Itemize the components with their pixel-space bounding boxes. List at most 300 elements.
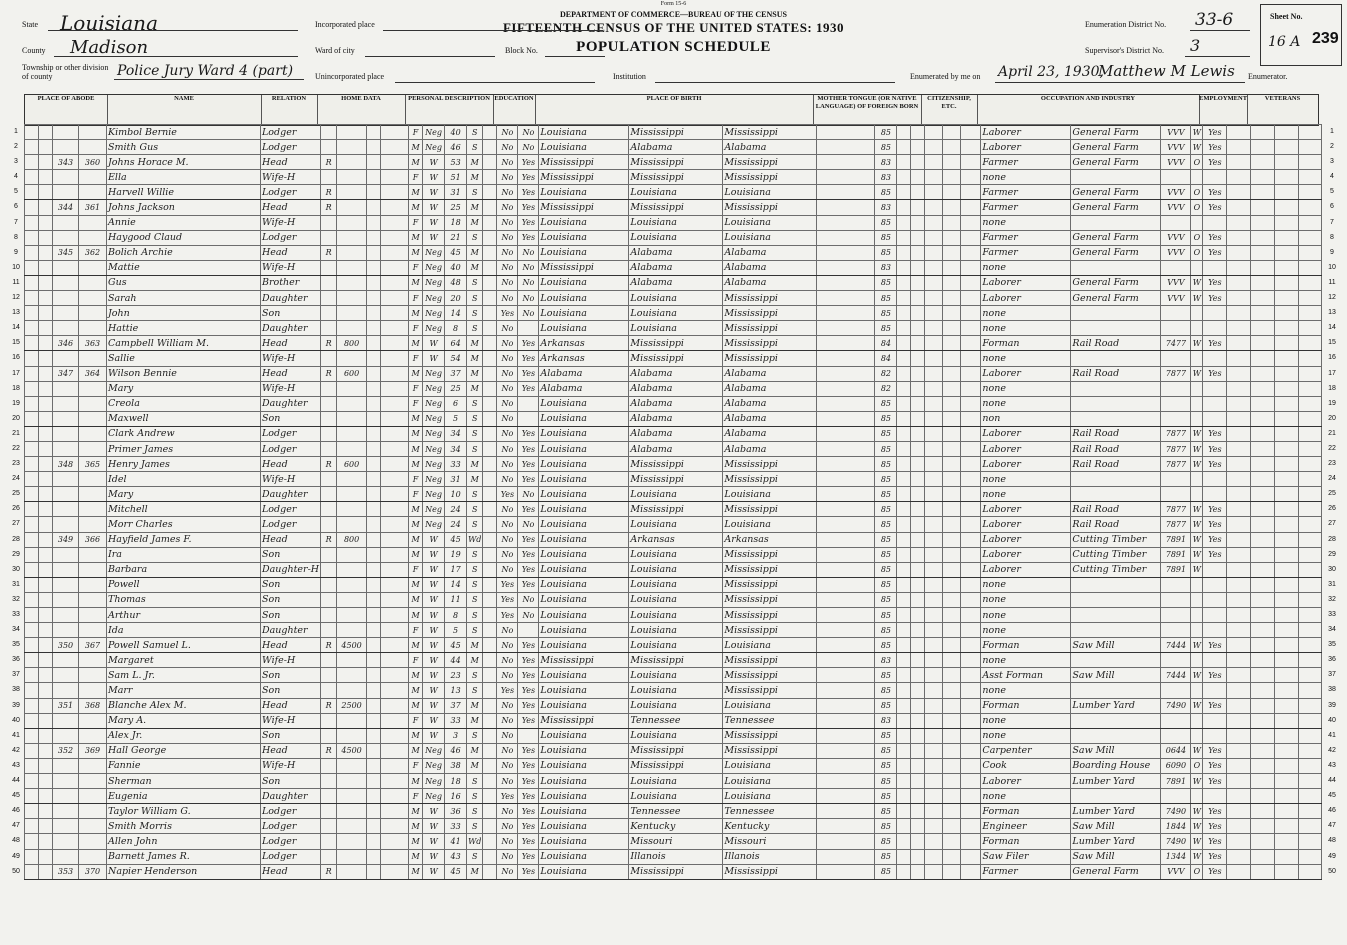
race: W	[423, 577, 445, 592]
blank-cell	[961, 230, 981, 245]
col-employment: EMPLOYMENT	[1199, 95, 1248, 125]
birthplace-code: 85	[875, 487, 897, 502]
blank-cell	[897, 441, 911, 456]
race: Neg	[423, 381, 445, 396]
blank-cell	[925, 849, 943, 864]
occupation: Farmer	[981, 245, 1071, 260]
can-read	[518, 321, 539, 336]
blank-cell	[911, 426, 925, 441]
occupation: Forman	[981, 698, 1071, 713]
father-birthplace: Louisiana	[629, 230, 723, 245]
sex: M	[409, 306, 423, 321]
occupation: none	[981, 592, 1071, 607]
blank-cell	[483, 623, 497, 638]
blank-cell	[367, 336, 381, 351]
occupation-code	[1161, 472, 1191, 487]
occupation: Laborer	[981, 366, 1071, 381]
father-birthplace: Mississippi	[629, 351, 723, 366]
marital-status: S	[467, 291, 483, 306]
blank-cell	[25, 713, 39, 728]
marital-status: S	[467, 683, 483, 698]
school-attendance: No	[497, 819, 518, 834]
line-number: 6	[14, 203, 18, 211]
employed	[1203, 321, 1227, 336]
age: 6	[445, 396, 467, 411]
sex: M	[409, 230, 423, 245]
dwelling-number	[53, 562, 79, 577]
person-name: Eugenia	[107, 789, 261, 804]
worker-class	[1191, 592, 1203, 607]
line-number: 22	[12, 444, 20, 452]
industry: General Farm	[1071, 291, 1161, 306]
school-attendance: No	[497, 517, 518, 532]
blank-cell	[381, 396, 409, 411]
blank-cell	[911, 608, 925, 623]
blank-cell	[897, 140, 911, 155]
blank-cell	[381, 683, 409, 698]
blank-cell	[897, 774, 911, 789]
blank-cell	[961, 774, 981, 789]
blank-cell	[897, 396, 911, 411]
home-value	[337, 125, 367, 140]
blank-cell	[483, 245, 497, 260]
blank-cell	[925, 819, 943, 834]
occupation-code	[1161, 260, 1191, 275]
race: Neg	[423, 502, 445, 517]
blank-cell	[1227, 532, 1251, 547]
person-name: Blanche Alex M.	[107, 698, 261, 713]
father-birthplace: Mississippi	[629, 758, 723, 773]
industry: Rail Road	[1071, 426, 1161, 441]
blank-cell	[483, 819, 497, 834]
occupation: none	[981, 487, 1071, 502]
line-number: 8	[1330, 233, 1334, 241]
blank-cell	[925, 713, 943, 728]
dwelling-number: 349	[53, 532, 79, 547]
line-number: 34	[1328, 626, 1336, 634]
blank-cell	[817, 291, 875, 306]
blank-cell	[25, 517, 39, 532]
blank-cell	[483, 849, 497, 864]
birthplace-code: 85	[875, 789, 897, 804]
blank-cell	[367, 245, 381, 260]
column-header-band	[24, 94, 1319, 126]
relation: Daughter	[261, 321, 321, 336]
age: 43	[445, 849, 467, 864]
race: W	[423, 834, 445, 849]
blank-cell	[961, 351, 981, 366]
blank-cell	[961, 215, 981, 230]
line-number: 7	[14, 218, 18, 226]
birthplace: Louisiana	[539, 774, 629, 789]
blank-cell	[1227, 306, 1251, 321]
occupation-code	[1161, 411, 1191, 426]
blank-cell	[897, 577, 911, 592]
family-number	[79, 819, 107, 834]
person-name: Thomas	[107, 592, 261, 607]
marital-status: M	[467, 155, 483, 170]
home-value	[337, 864, 367, 879]
line-number: 19	[12, 399, 20, 407]
age: 19	[445, 547, 467, 562]
occupation-code: 7477	[1161, 336, 1191, 351]
sex: M	[409, 502, 423, 517]
worker-class	[1191, 472, 1203, 487]
school-attendance: No	[497, 849, 518, 864]
blank-cell	[367, 698, 381, 713]
blank-cell	[25, 321, 39, 336]
relation: Son	[261, 608, 321, 623]
mother-birthplace: Mississippi	[723, 321, 817, 336]
line-number: 45	[12, 792, 20, 800]
mother-birthplace: Alabama	[723, 381, 817, 396]
sheet-stamp: 239	[1312, 30, 1339, 47]
occupation-code: 7490	[1161, 834, 1191, 849]
occupation: Forman	[981, 336, 1071, 351]
blank-cell	[25, 608, 39, 623]
blank-cell	[1275, 547, 1299, 562]
township-label: Township or other division of county	[22, 63, 109, 81]
blank-cell	[817, 457, 875, 472]
blank-cell	[943, 275, 961, 290]
mother-birthplace: Mississippi	[723, 577, 817, 592]
family-number	[79, 592, 107, 607]
birthplace-code: 85	[875, 396, 897, 411]
worker-class: W	[1191, 426, 1203, 441]
worker-class: W	[1191, 517, 1203, 532]
home-value	[337, 230, 367, 245]
birthplace: Louisiana	[539, 864, 629, 879]
line-number: 45	[1328, 792, 1336, 800]
blank-cell	[39, 125, 53, 140]
sex: M	[409, 155, 423, 170]
table-row	[25, 592, 1322, 607]
blank-cell	[381, 623, 409, 638]
blank-cell	[925, 743, 943, 758]
blank-cell	[1275, 728, 1299, 743]
line-number: 11	[12, 278, 20, 286]
blank-cell	[961, 698, 981, 713]
race: W	[423, 683, 445, 698]
birthplace: Louisiana	[539, 306, 629, 321]
sex: M	[409, 774, 423, 789]
birthplace: Louisiana	[539, 743, 629, 758]
can-read: Yes	[518, 562, 539, 577]
birthplace: Louisiana	[539, 789, 629, 804]
blank-cell	[381, 804, 409, 819]
birthplace: Louisiana	[539, 728, 629, 743]
line-number: 48	[1328, 837, 1336, 845]
blank-cell	[911, 864, 925, 879]
school-attendance: No	[497, 653, 518, 668]
person-name: Mary A.	[107, 713, 261, 728]
line-number: 16	[12, 354, 20, 362]
can-read	[518, 728, 539, 743]
col-home-data: HOME DATA	[317, 95, 406, 125]
blank-cell	[25, 306, 39, 321]
blank-cell	[911, 592, 925, 607]
mother-birthplace: Illanois	[723, 849, 817, 864]
home-value: 600	[337, 366, 367, 381]
line-number: 29	[12, 550, 20, 558]
home-owned: R	[321, 185, 337, 200]
blank-cell	[1275, 623, 1299, 638]
blank-cell	[943, 306, 961, 321]
blank-cell	[943, 472, 961, 487]
birthplace-code: 82	[875, 381, 897, 396]
birthplace-code: 85	[875, 592, 897, 607]
family-number: 363	[79, 336, 107, 351]
sex: M	[409, 743, 423, 758]
mother-birthplace: Alabama	[723, 396, 817, 411]
dwelling-number	[53, 683, 79, 698]
blank-cell	[943, 668, 961, 683]
relation: Son	[261, 728, 321, 743]
can-read: No	[518, 306, 539, 321]
employed	[1203, 562, 1227, 577]
blank-cell	[943, 728, 961, 743]
blank-cell	[943, 396, 961, 411]
school-attendance: No	[497, 230, 518, 245]
line-number: 11	[1328, 278, 1336, 286]
blank-cell	[961, 668, 981, 683]
mother-birthplace: Mississippi	[723, 155, 817, 170]
age: 37	[445, 698, 467, 713]
father-birthplace: Louisiana	[629, 562, 723, 577]
industry	[1071, 683, 1161, 698]
birthplace-code: 83	[875, 713, 897, 728]
blank-cell	[39, 245, 53, 260]
line-number: 41	[1328, 731, 1336, 739]
family-number: 361	[79, 200, 107, 215]
father-birthplace: Louisiana	[629, 185, 723, 200]
age: 34	[445, 441, 467, 456]
home-value	[337, 547, 367, 562]
blank-cell	[381, 592, 409, 607]
blank-cell	[1275, 592, 1299, 607]
birthplace: Louisiana	[539, 804, 629, 819]
blank-cell	[943, 260, 961, 275]
race: W	[423, 668, 445, 683]
blank-cell	[817, 155, 875, 170]
employed	[1203, 351, 1227, 366]
birthplace-code: 85	[875, 834, 897, 849]
blank-cell	[961, 291, 981, 306]
industry: Rail Road	[1071, 441, 1161, 456]
blank-cell	[1251, 653, 1275, 668]
industry: Saw Mill	[1071, 819, 1161, 834]
blank-cell	[1275, 381, 1299, 396]
birthplace-code: 84	[875, 336, 897, 351]
blank-cell	[925, 351, 943, 366]
blank-cell	[911, 170, 925, 185]
sex: M	[409, 275, 423, 290]
line-number: 6	[1330, 203, 1334, 211]
blank-cell	[925, 517, 943, 532]
can-read: Yes	[518, 457, 539, 472]
race: Neg	[423, 396, 445, 411]
home-value	[337, 834, 367, 849]
blank-cell	[817, 758, 875, 773]
occupation: none	[981, 713, 1071, 728]
blank-cell	[1251, 517, 1275, 532]
census-title: FIFTEENTH CENSUS OF THE UNITED STATES: 1930	[502, 20, 845, 35]
blank-cell	[483, 185, 497, 200]
sex: F	[409, 381, 423, 396]
occupation-code: 7891	[1161, 774, 1191, 789]
blank-cell	[961, 441, 981, 456]
blank-cell	[1251, 441, 1275, 456]
age: 46	[445, 140, 467, 155]
home-value	[337, 487, 367, 502]
blank-cell	[381, 275, 409, 290]
industry: General Farm	[1071, 155, 1161, 170]
blank-cell	[25, 426, 39, 441]
blank-cell	[961, 260, 981, 275]
blank-cell	[943, 774, 961, 789]
table-row	[25, 774, 1322, 789]
table-row	[25, 321, 1322, 336]
father-birthplace: Alabama	[629, 396, 723, 411]
age: 33	[445, 713, 467, 728]
blank-cell	[961, 502, 981, 517]
mother-birthplace: Kentucky	[723, 819, 817, 834]
mother-birthplace: Louisiana	[723, 698, 817, 713]
marital-status: S	[467, 321, 483, 336]
race: Neg	[423, 743, 445, 758]
blank-cell	[25, 834, 39, 849]
blank-cell	[1275, 819, 1299, 834]
blank-cell	[1275, 774, 1299, 789]
age: 25	[445, 381, 467, 396]
dwelling-number	[53, 351, 79, 366]
person-name: Taylor William G.	[107, 804, 261, 819]
blank-cell	[897, 215, 911, 230]
family-number	[79, 502, 107, 517]
mother-birthplace: Louisiana	[723, 517, 817, 532]
occupation: none	[981, 789, 1071, 804]
blank-cell	[897, 306, 911, 321]
blank-cell	[39, 623, 53, 638]
can-read: Yes	[518, 653, 539, 668]
school-attendance: No	[497, 170, 518, 185]
dwelling-number	[53, 592, 79, 607]
marital-status: S	[467, 306, 483, 321]
blank-cell	[897, 849, 911, 864]
blank-cell	[817, 381, 875, 396]
blank-cell	[897, 743, 911, 758]
person-name: Annie	[107, 215, 261, 230]
blank-cell	[381, 472, 409, 487]
blank-cell	[39, 291, 53, 306]
employed	[1203, 472, 1227, 487]
relation: Wife-H	[261, 170, 321, 185]
sex: M	[409, 698, 423, 713]
blank-cell	[1275, 260, 1299, 275]
birthplace: Mississippi	[539, 200, 629, 215]
home-owned	[321, 668, 337, 683]
blank-cell	[367, 170, 381, 185]
marital-status: S	[467, 502, 483, 517]
blank-cell	[483, 758, 497, 773]
person-name: Powell	[107, 577, 261, 592]
worker-class: W	[1191, 774, 1203, 789]
blank-cell	[1251, 125, 1275, 140]
mother-birthplace: Mississippi	[723, 200, 817, 215]
col-veterans: VETERANS	[1264, 95, 1301, 102]
worker-class	[1191, 623, 1203, 638]
relation: Lodger	[261, 426, 321, 441]
blank-cell	[1275, 683, 1299, 698]
blank-cell	[911, 623, 925, 638]
table-row	[25, 638, 1322, 653]
home-owned	[321, 849, 337, 864]
blank-cell	[39, 487, 53, 502]
home-value	[337, 653, 367, 668]
race: Neg	[423, 291, 445, 306]
can-read: Yes	[518, 834, 539, 849]
blank-cell	[817, 185, 875, 200]
line-number: 26	[12, 505, 20, 513]
table-row	[25, 230, 1322, 245]
occupation-code	[1161, 170, 1191, 185]
relation: Brother	[261, 275, 321, 290]
blank-cell	[911, 441, 925, 456]
table-row	[25, 743, 1322, 758]
line-number: 44	[12, 777, 20, 785]
blank-cell	[897, 668, 911, 683]
employed: Yes	[1203, 743, 1227, 758]
blank-cell	[943, 592, 961, 607]
can-read: Yes	[518, 758, 539, 773]
home-owned	[321, 306, 337, 321]
blank-cell	[39, 638, 53, 653]
school-attendance: Yes	[497, 683, 518, 698]
blank-cell	[925, 125, 943, 140]
employed: Yes	[1203, 230, 1227, 245]
dwelling-number	[53, 125, 79, 140]
industry: General Farm	[1071, 864, 1161, 879]
home-value: 800	[337, 336, 367, 351]
table-row	[25, 441, 1322, 456]
home-owned	[321, 758, 337, 773]
marital-status: S	[467, 608, 483, 623]
age: 48	[445, 275, 467, 290]
line-number: 12	[1328, 294, 1336, 302]
birthplace-code: 83	[875, 260, 897, 275]
blank-cell	[943, 577, 961, 592]
industry	[1071, 653, 1161, 668]
blank-cell	[911, 260, 925, 275]
blank-cell	[1275, 200, 1299, 215]
race: W	[423, 215, 445, 230]
person-name: Morr Charles	[107, 517, 261, 532]
blank-cell	[483, 426, 497, 441]
relation: Lodger	[261, 819, 321, 834]
line-number: 42	[12, 746, 20, 754]
blank-cell	[381, 366, 409, 381]
blank-cell	[961, 306, 981, 321]
family-number	[79, 351, 107, 366]
family-number	[79, 834, 107, 849]
race: Neg	[423, 774, 445, 789]
employed: Yes	[1203, 638, 1227, 653]
father-birthplace: Alabama	[629, 411, 723, 426]
home-value: 4500	[337, 743, 367, 758]
can-read: Yes	[518, 668, 539, 683]
blank-cell	[925, 698, 943, 713]
blank-cell	[367, 683, 381, 698]
